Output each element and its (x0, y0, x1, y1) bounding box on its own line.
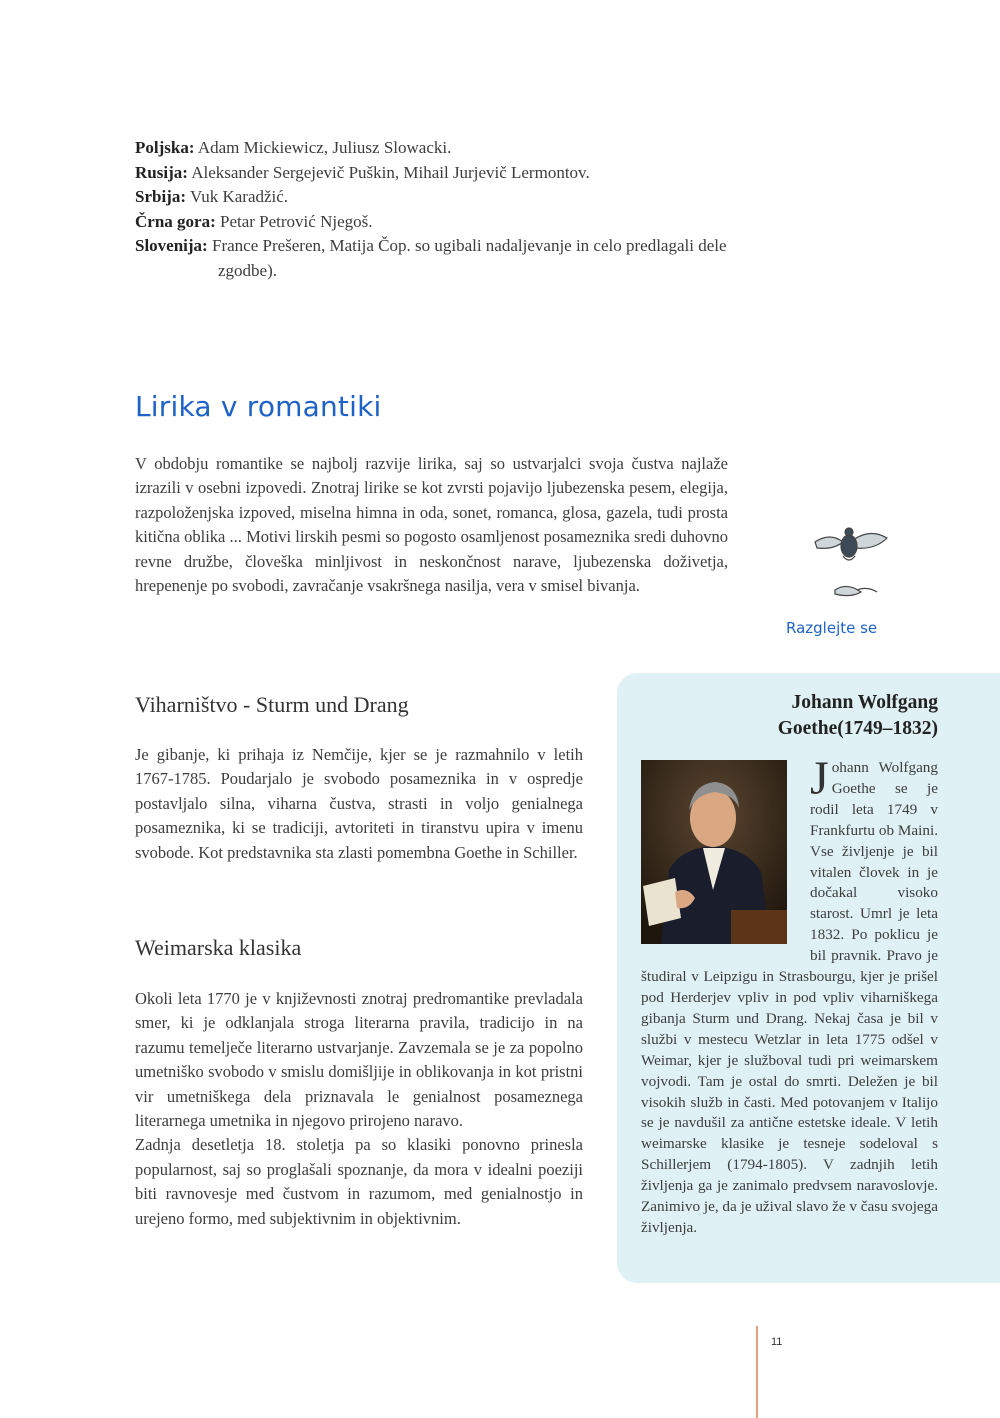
author-names: Adam Mickiewicz, Juliusz Slowacki. (197, 138, 452, 157)
author-row-slovenija (135, 234, 735, 283)
goethe-bio-text: ohann Wolfgang Goethe se je rodil leta 1749 v Frankfurtu ob Maini. Vse življenje je bil vitalen človek in je dočakal visoko starost. Umrl je leta 1832. Po poklicu je bil pravnik. Pravo je študiral v Leipzigu in Strasbourgu, kjer je prišel pod Herderjev vpliv in pod vpliv viharniškega gibanja Sturm und Drang. Nekaj časa je bil v službi v mestecu Wetzlar in leta 1775 odšel v Weimar, kjer je služboval tudi pri weimarskem vojvodi. Tam je ostal do smrti. Deležen je bil visokih služb in časti. Med potovanjem v Italijo se je navdušil za antične estetske ideale. V letih weimarske klasike je tesneje sodeloval s Schillerjem (1794-1805). V zadnjih letih življenja ga je zanimalo predvsem naravoslovje. Zanimivo je, da je užival slavo že v času svojega življenja. (641, 759, 938, 1236)
country-label: Slovenija: (135, 236, 208, 255)
country-label: Poljska: (135, 138, 195, 157)
paragraph-lirika: V obdobju romantike se najbolj razvije lirika, saj so ustvarjalci svoja čustva najlaže izrazili v osebni izpovedi. Znotraj lirike se kot zvrsti pojavijo ljubezenska pesem, elegija, razpoloženjska izpoved, miselna himna in oda, sonet, romanca, glosa, gazela, tudi prosta kitična oblika ... Motivi lirskih pesmi so pogosto osamljenost posameznika sredi duhovno revne družbe, človeška minljivost in neskončnost narave, ljubezenska doživetja, hrepenenje po svobodi, zavračanje vsakršnega nasilja, vera v smisel bivanja. (135, 454, 728, 596)
goethe-title (638, 690, 938, 742)
author-row-srbija (135, 185, 735, 210)
author-row-crna-gora (135, 210, 735, 235)
goethe-title-line1: Johann Wolfgang (791, 692, 938, 713)
section-heading-lirika: Lirika v romantiki (135, 390, 382, 423)
page-number: 11 (771, 1336, 783, 1348)
author-names: Vuk Karadžić. (189, 187, 289, 206)
author-names: Petar Petrović Njegoš. (219, 211, 373, 231)
portrait-spacer (641, 758, 810, 954)
section-heading-sturm: Viharništvo - Sturm und Drang (135, 692, 409, 717)
author-names: Aleksander Sergejevič Puškin, Mihail Jurjevič Lermontov. (191, 162, 590, 182)
page-divider (756, 1326, 758, 1418)
fairy-decoration-icon (805, 520, 895, 610)
country-label: Črna gora: (135, 211, 216, 231)
author-row-poljska (135, 136, 735, 161)
paragraph-weimar-1: Okoli leta 1770 je v književnosti znotraj predromantike prevladala smer, ki je odklanjala stroga literarna pravila, tradicijo in na razumu temelječe literarno ustvarjanje. Zavzemala se je za popolno umetniško svobodo v smislu domišljije in oblikovanja in kot pristni vir umetniškega dela priznavala le genialnost posameznega literarnega umetnika in njegovo prirojeno naravo. (135, 989, 583, 1131)
author-row-rusija (135, 161, 735, 186)
paragraph-sturm: Je gibanje, ki prihaja iz Nemčije, kjer se je razmahnilo v letih 1767-1785. Poudarjalo je svobodo posameznika in v ospredje postavljalo silna, viharna čustva, strasti in voljo genialnega posameznika, ki se tradiciji, avtoriteti in tiranstvu upira v imenu svobode. Kot predstavnika sta zlasti pomembna Goethe in Schiller. (135, 745, 583, 862)
decor-caption: Razglejte se (786, 619, 878, 637)
goethe-title-line2: Goethe(1749–1832) (777, 718, 938, 739)
dropcap: J (810, 752, 829, 805)
author-names: France Prešeren, Matija Čop. so ugibali nadaljevanje in celo predlagali dele zgodbe). (211, 236, 727, 280)
paragraph-weimar-2: Zadnja desetletja 18. stoletja pa so klasiki ponovno prinesla popularnost, saj so proglašali spoznanje, da mora v idealni poeziji biti ravnovesje med čustvom in razumom, med genialnostjo in urejeno formo, med subjektivnim in objektivnim. (135, 1135, 583, 1228)
goethe-bio (641, 752, 938, 1239)
country-label: Srbija: (135, 187, 186, 206)
section-heading-weimar: Weimarska klasika (135, 935, 302, 960)
country-label: Rusija: (135, 162, 188, 182)
authors-list (135, 136, 735, 283)
paragraph-weimar (135, 987, 583, 1231)
